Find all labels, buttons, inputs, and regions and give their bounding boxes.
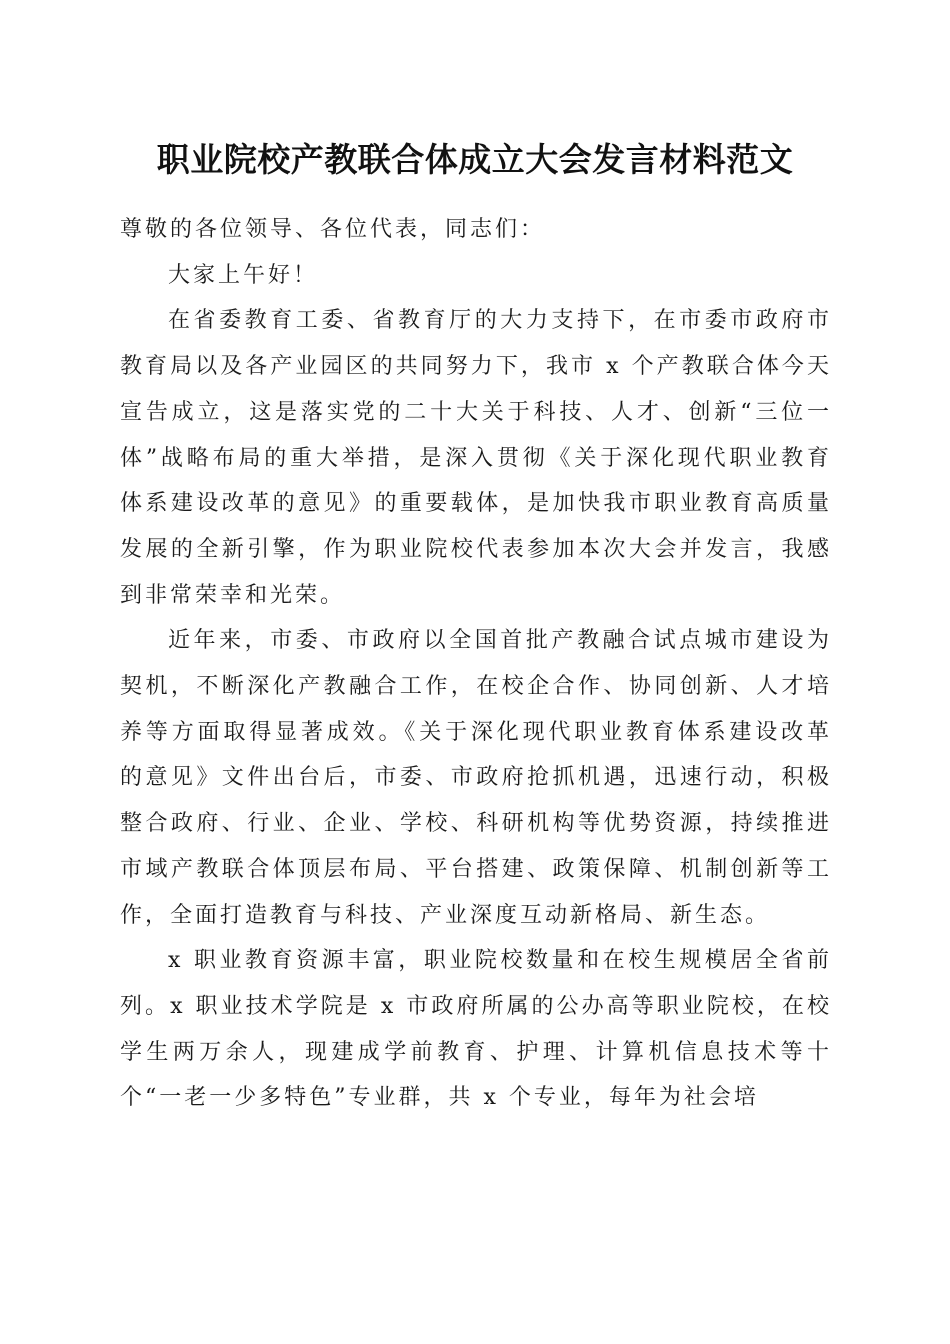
paragraph-2: 近年来，市委、市政府以全国首批产教融合试点城市建设为契机，不断深化产教融合工作，在校企合作、协同创新、人才培养等方面取得显著成效。《关于深化现代职业教育体系建设改革的意见》文件出台后，市委、市政府抢抓机遇，迅速行动，积极整合政府、行业、企业、学校、科研机构等优势资源，持续推进市域产教联合体顶层布局、平台搭建、政策保障、机制创新等工作，全面打造教育与科技、产业深度互动新格局、新生态。 — [120, 628, 832, 928]
greeting: 大家上午好！ — [168, 262, 319, 288]
salutation: 尊敬的各位领导、各位代表，同志们： — [120, 217, 546, 242]
document-body — [120, 207, 832, 1121]
paragraph-3: x 职业教育资源丰富，职业院校数量和在校生规模居全省前列。x 职业技术学院是 x 市政府所属的公办高等职业院校，在校学生两万余人，现建成学前教育、护理、计算机信息技术等十个“一老一少多特色”专业群，共 x 个专业，每年为社会培 — [120, 948, 832, 1111]
paragraph-1: 在省委教育工委、省教育厅的大力支持下，在市委市政府市教育局以及各产业园区的共同努力下，我市 x 个产教联合体今天宣告成立，这是落实党的二十大关于科技、人才、创新“三位一体”战略布局的重大举措，是深入贯彻《关于深化现代职业教育体系建设改革的意见》的重要载体，是加快我市职业教育高质量发展的全新引擎，作为职业院校代表参加本次大会并发言，我感到非常荣幸和光荣。 — [120, 308, 832, 608]
document-title: 职业院校产教联合体成立大会发言材料范文 — [156, 140, 794, 179]
